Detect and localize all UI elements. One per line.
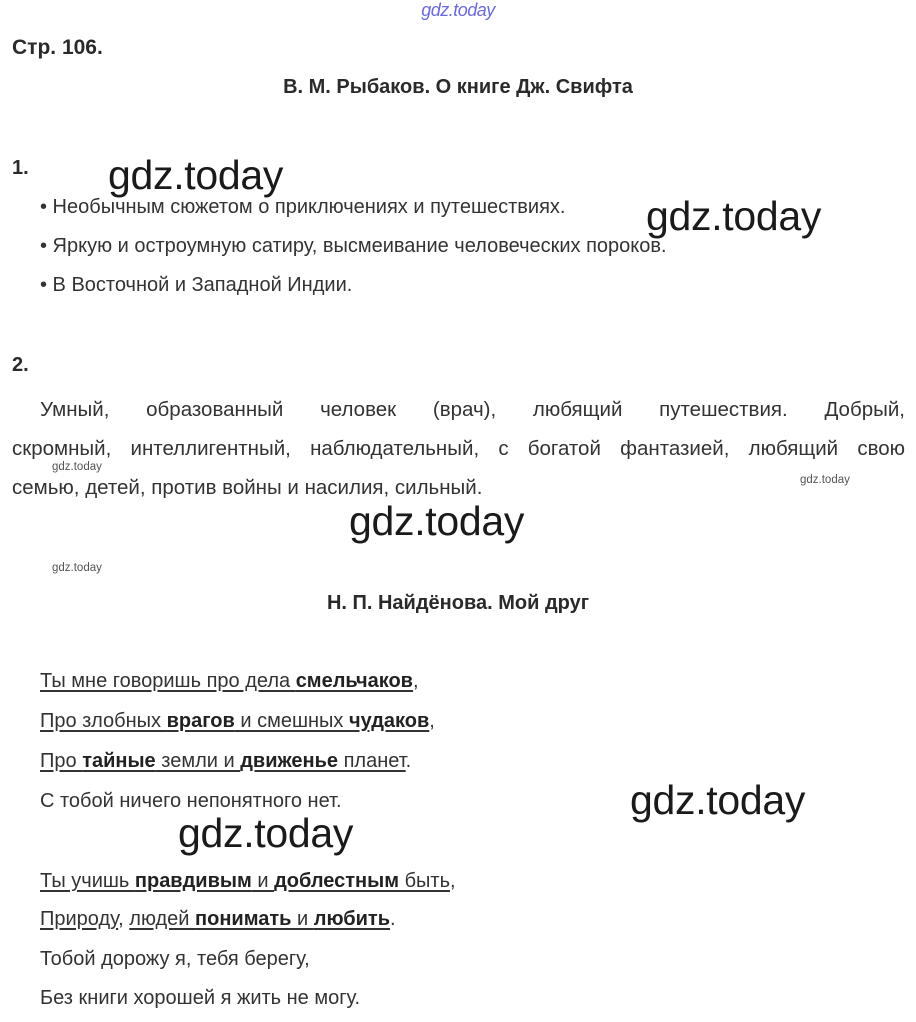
watermark-large: gdz.today	[630, 777, 806, 823]
question-2-number: 2.	[12, 354, 29, 376]
poem-punct: .	[405, 750, 412, 772]
watermark-small: gdz.today	[52, 562, 102, 574]
poem-underlined: и	[251, 870, 275, 892]
poem-bold-word: правдивым	[134, 870, 252, 892]
poem-line-4: С тобой ничего непонятного нет.	[40, 790, 342, 812]
poem-underlined: планет	[338, 750, 406, 772]
poem-bold-word: чудаков	[348, 710, 430, 732]
poem-bold-word: врагов	[166, 710, 235, 732]
watermark-small: gdz.today	[800, 474, 850, 486]
answer-1-bullet-2: • Яркую и остроумную сатиру, высмеивание человеческих пороков.	[40, 235, 667, 257]
watermark-top: gdz.today	[421, 0, 495, 20]
poem-line-2	[40, 710, 435, 733]
poem-bold-word: тайные	[82, 750, 156, 772]
poem-line-3	[40, 750, 411, 773]
poem-line-8: Без книги хорошей я жить не могу.	[40, 987, 361, 1009]
answer-2-line-3: семью, детей, против войны и насилия, сильный.	[12, 476, 483, 499]
poem-punct: ,	[429, 710, 435, 732]
poem-line-7: Тобой дорожу я, тебя берегу,	[40, 948, 310, 970]
poem-punct: ,	[449, 870, 456, 892]
watermark-large: gdz.today	[108, 152, 284, 198]
poem-bold-word: доблестным	[274, 870, 400, 892]
section-title-rybakov: В. М. Рыбаков. О книге Дж. Свифта	[283, 76, 633, 98]
watermark-large: gdz.today	[646, 193, 822, 239]
section-title-naydenova: Н. П. Найдёнова. Мой друг	[326, 592, 590, 614]
poem-underlined: и	[291, 908, 314, 930]
poem-underlined: людей	[129, 908, 196, 930]
poem-underlined: и смешных	[234, 710, 349, 732]
answer-2-line-2: скромный, интеллигентный, наблюдательный, с богатой фантазией, любящий свою	[12, 437, 905, 460]
page-label: Стр. 106.	[12, 36, 103, 59]
poem-bold-word: любить	[313, 908, 391, 930]
poem-underlined: Про	[40, 750, 83, 772]
poem-underlined: Природу	[40, 908, 119, 930]
poem-bold-word: понимать	[195, 908, 292, 930]
question-1-number: 1.	[12, 157, 29, 179]
poem-bold-word: смельчаков	[295, 670, 413, 692]
answer-1-bullet-1: • Необычным сюжетом о приключениях и путешествиях.	[40, 196, 566, 218]
poem-underlined: Ты учишь	[40, 870, 135, 892]
poem-punct: ,	[118, 908, 130, 930]
poem-underlined: земли и	[155, 750, 241, 772]
poem-line-1	[40, 670, 419, 693]
answer-1-bullet-3: • В Восточной и Западной Индии.	[40, 274, 353, 296]
poem-punct: ,	[412, 670, 419, 692]
poem-underlined: Про злобных	[40, 710, 167, 732]
answer-2-paragraph	[12, 390, 905, 507]
poem-underlined: быть	[399, 870, 450, 892]
poem-line-6	[40, 908, 396, 931]
watermark-large: gdz.today	[349, 498, 525, 544]
poem-line-5	[40, 870, 456, 893]
watermark-large: gdz.today	[178, 810, 354, 856]
answer-2-line-1: Умный, образованный человек (врач), любящий путешествия. Добрый,	[40, 398, 905, 421]
watermark-small: gdz.today	[52, 461, 102, 473]
poem-punct: .	[390, 908, 396, 930]
poem-bold-word: движенье	[240, 750, 339, 772]
poem-underlined: Ты мне говоришь про дела	[40, 670, 296, 692]
